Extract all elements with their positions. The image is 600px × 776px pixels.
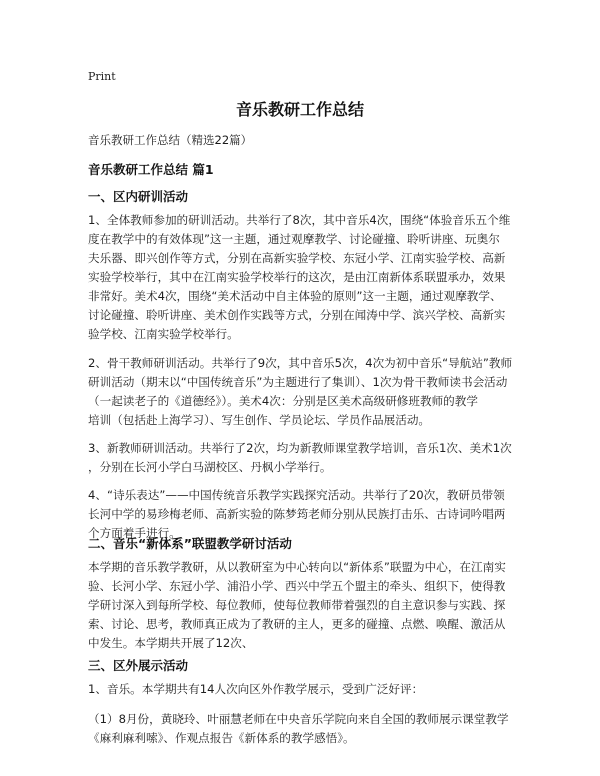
text-line: 培训（包括赴上海学习）、写生创作、学员论坛、学员作品展活动。: [88, 413, 431, 427]
text-line: 1、全体教师参加的研训活动。共举行了8次，其中音乐4次，围绕“体验音乐五个维: [88, 213, 511, 227]
print-link[interactable]: Print: [88, 70, 116, 83]
text-line: 长河中学的易珍梅老师、高新实验的陈梦筠老师分别从民族打击乐、古诗词吟唱两: [88, 507, 506, 521]
text-line: 2、骨干教师研训活动。共举行了9次，其中音乐5次，4次为初中音乐“导航站”教师: [88, 356, 513, 370]
text-line: 验、长河小学、东冠小学、浦沿小学、西兴中学五个盟主的牵头、组织下，使得教: [88, 579, 506, 593]
paragraph: [88, 354, 520, 430]
text-line: （一起读老子的《道德经》）。美术4次：分别是区美术高级研修班教师的教学: [88, 394, 478, 408]
text-line: 本学期的音乐教学教研，从以教研室为中心转向以“新体系”联盟为中心，在江南实: [88, 560, 506, 574]
text-line: 《麻利麻利嗦》、作观点报告《新体系的教学感悟》。: [88, 731, 355, 745]
text-line: 中发生。本学期共开展了12次、: [88, 636, 254, 650]
paragraph: [88, 558, 520, 653]
section-heading: 三、区外展示活动: [88, 658, 189, 673]
text-line: 非常好。美术4次，围绕“美术活动中自主体验的原则”这一主题，通过观摩教学、: [88, 289, 502, 303]
paragraph: [88, 710, 520, 748]
text-line: 研训活动（期末以“中国传统音乐”为主题进行了集训）、1次为骨干教师读书会活动: [88, 375, 508, 389]
page-title: 音乐教研工作总结: [235, 100, 364, 119]
text-line: 学研讨深入到每所学校、每位教师，使每位教师带着强烈的自主意识参与实践、探: [88, 598, 506, 612]
text-line: 实验学校举行，其中在江南实验学校举行的这次，是由江南新体系联盟承办，效果: [88, 270, 506, 284]
section-heading: 二、音乐“新体系”联盟教学研讨活动: [88, 536, 292, 551]
paragraph: [88, 439, 520, 477]
text-line: 度在教学中的有效体现”这一主题，通过观摩教学、讨论碰撞、聆听讲座、玩奥尔: [88, 232, 500, 246]
text-line: 1、音乐。本学期共有14人次向区外作教学展示，受到广泛好评：: [88, 682, 424, 696]
paragraph: [88, 680, 520, 699]
text-line: （1）8月份，黄晓玲、叶丽慧老师在中央音乐学院向来自全国的教师展示课堂教学: [88, 712, 509, 726]
paragraph: [88, 211, 520, 344]
article-heading: 音乐教研工作总结 篇1: [88, 162, 214, 177]
text-line: 夫乐器、即兴创作等方式，分别在高新实验学校、东冠小学、江南实验学校、高新: [88, 251, 506, 265]
text-line: 索、讨论、思考，教师真正成为了教研的主人，更多的碰撞、点燃、唤醒、激活从: [88, 617, 506, 631]
section-heading: 一、区内研训活动: [88, 189, 189, 204]
text-line: 讨论碰撞、聆听讲座、美术创作实践等方式，分别在闻涛中学、滨兴学校、高新实: [88, 308, 506, 322]
text-line: ，分别在长河小学白马湖校区、丹枫小学举行。: [88, 460, 332, 474]
text-line: 个方面着手进行。: [88, 526, 181, 540]
text-line: 3、新教师研训活动。共举行了2次，均为新教师课堂教学培训，音乐1次、美术1次: [88, 441, 512, 455]
text-line: 验学校、江南实验学校举行。: [88, 327, 239, 341]
document-subtitle: 音乐教研工作总结（精选22篇）: [88, 133, 253, 147]
text-line: 4、“诗乐表达”——中国传统音乐教学实践探究活动。共举行了20次，教研员带领: [88, 488, 505, 502]
